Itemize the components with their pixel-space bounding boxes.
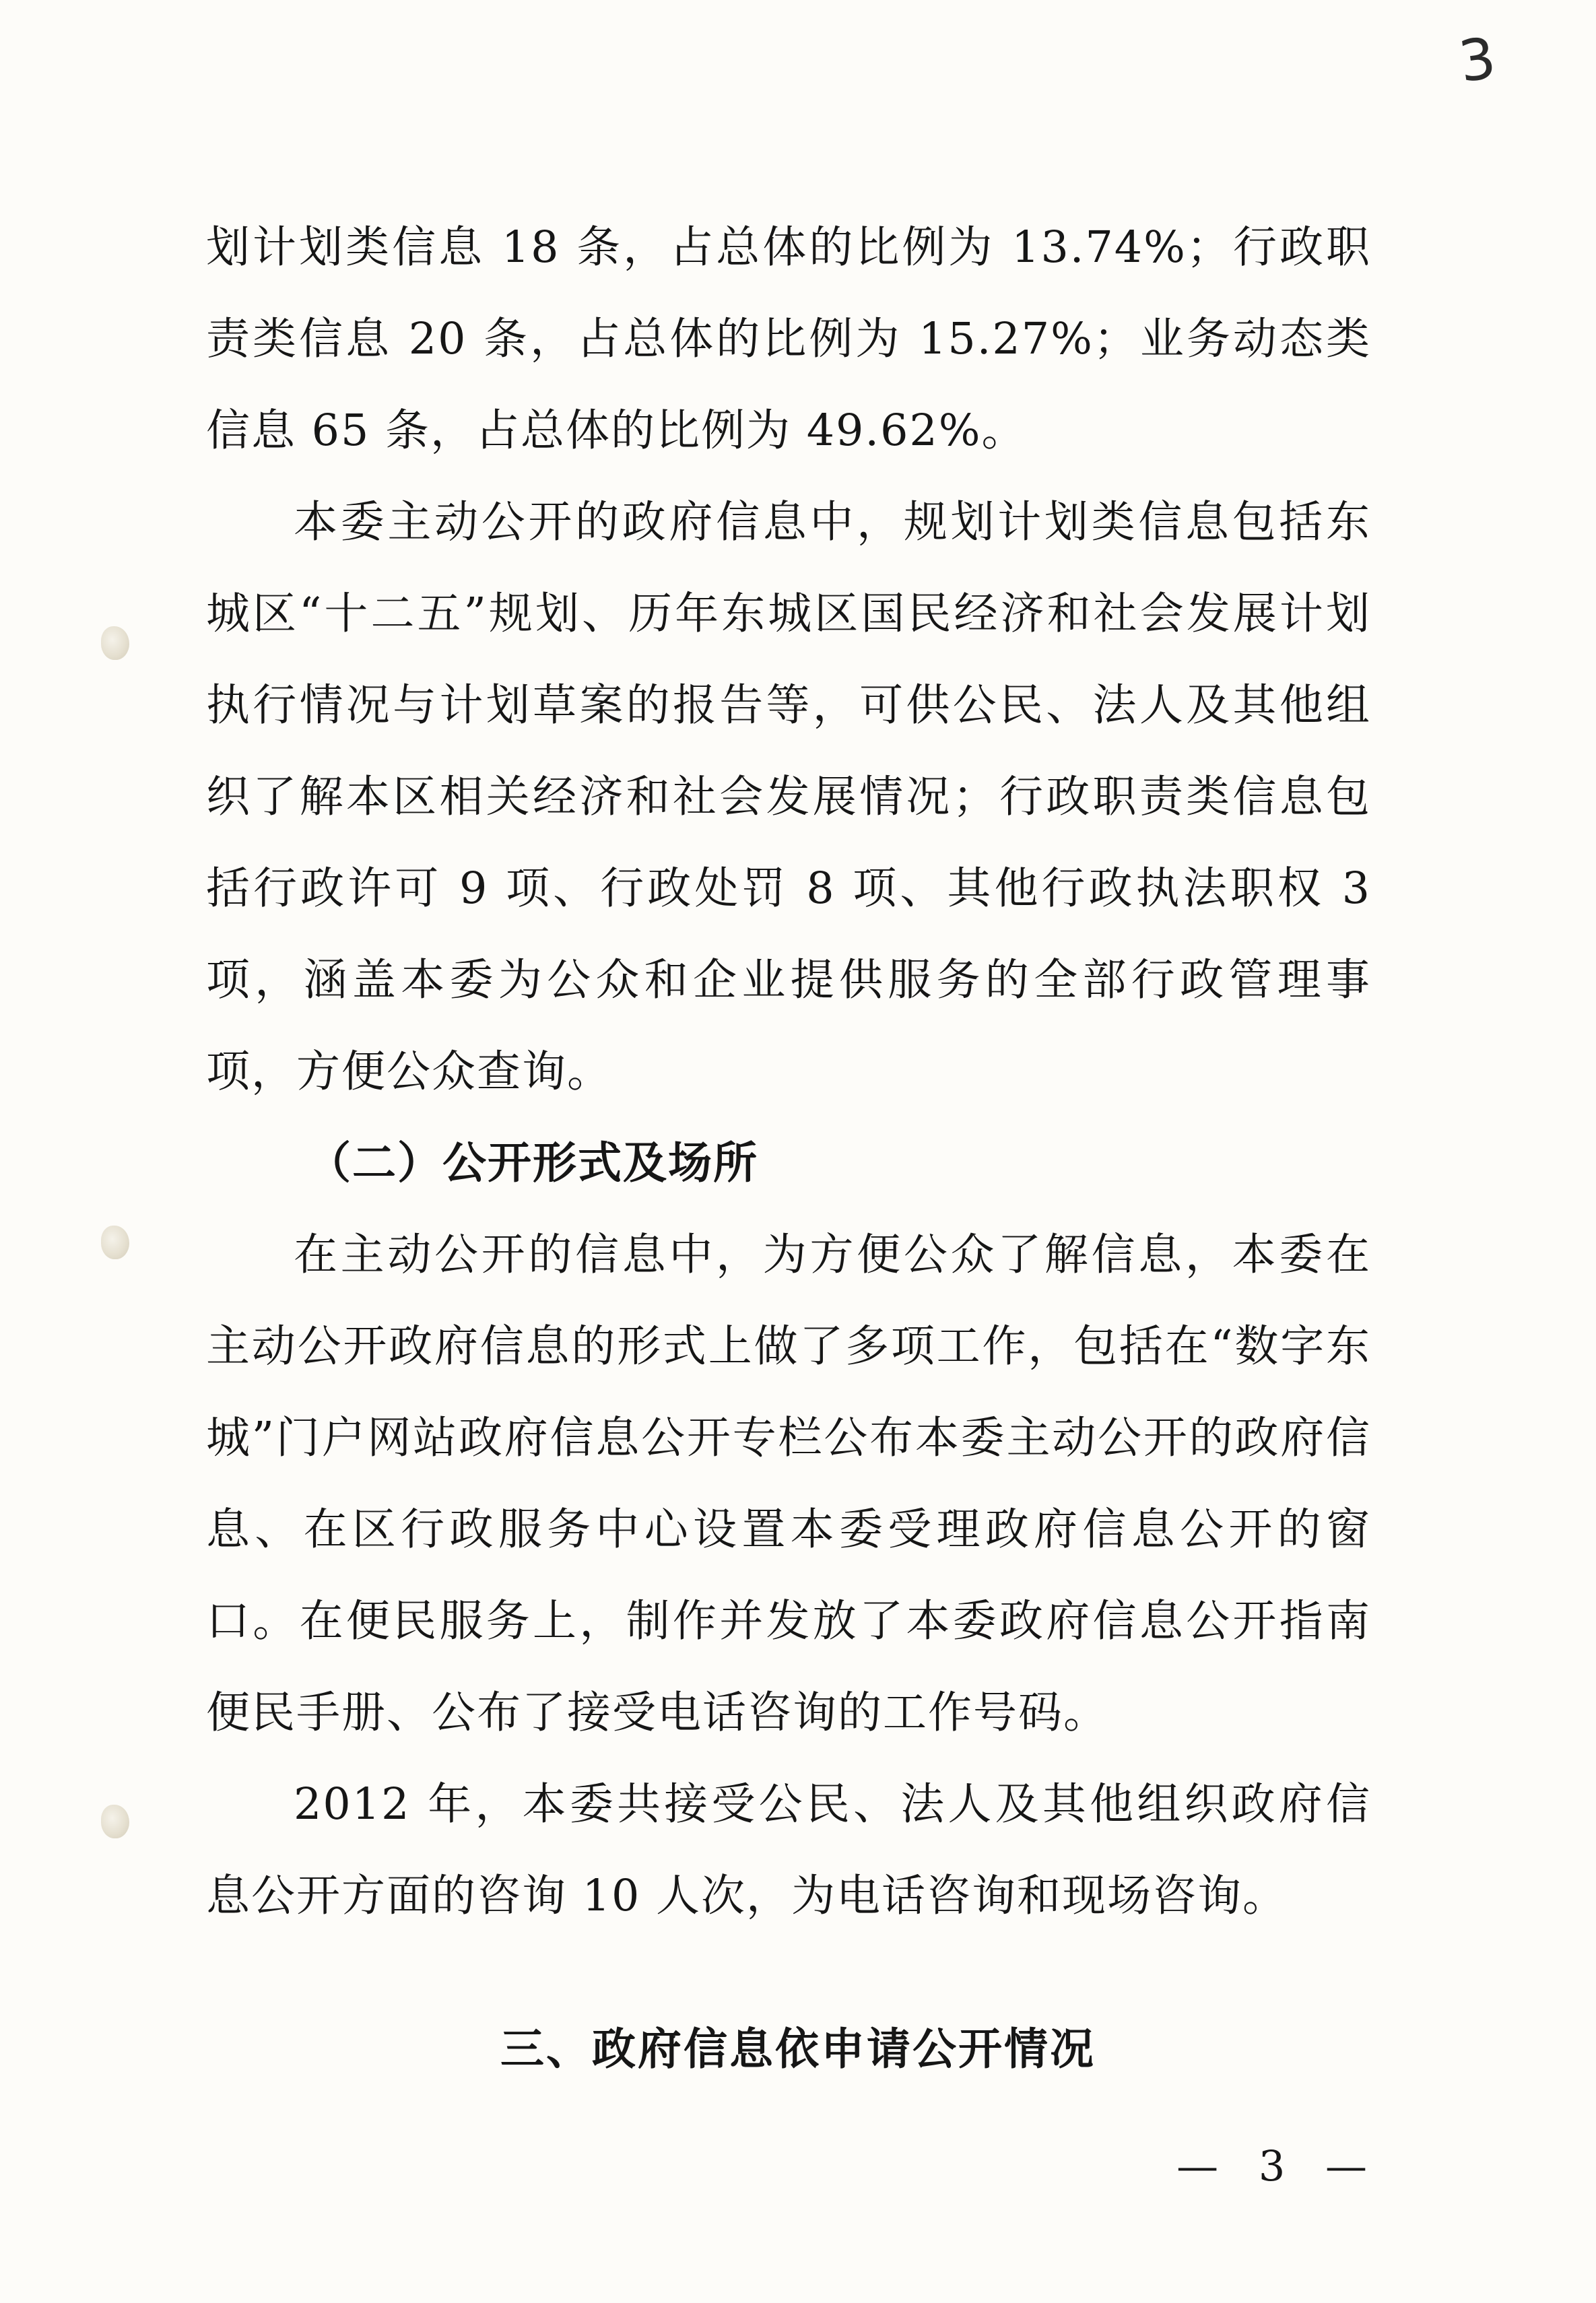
handwritten-page-mark: 3: [1454, 24, 1500, 96]
paragraph-disclosure-forms: 在主动公开的信息中，为方便公众了解信息，本委在主动公开政府信息的形式上做了多项工作，包括在“数字东城”门户网站政府信息公开专栏公布本委主动公开的政府信息、在区行政服务中心设置本委受理政府信息公开的窗口。在便民服务上，制作并发放了本委政府信息公开指南便民手册、公布了接受电话咨询的工作号码。: [206, 1230, 1371, 1738]
body-text: [206, 202, 1371, 1942]
paragraph-planning-info: 本委主动公开的政府信息中，规划计划类信息包括东城区“十二五”规划、历年东城区国民经济和社会发展计划执行情况与计划草案的报告等，可供公民、法人及其他组织了解本区相关经济和社会发展情况；行政职责类信息包括行政许可 9 项、行政处罚 8 项、其他行政执法职权 3 项，涵盖本委为公众和企业提供服务的全部行政管理事项，方便公众查询。: [206, 497, 1371, 1097]
binding-hole-3: [101, 1805, 129, 1838]
section-title: 三、政府信息依申请公开情况: [500, 2024, 1096, 2075]
binding-hole-1: [101, 626, 129, 660]
binding-hole-2: [101, 1226, 129, 1259]
paragraph-consultation: 2012 年，本委共接受公民、法人及其他组织政府信息公开方面的咨询 10 人次，为电话咨询和现场咨询。: [206, 1779, 1371, 1921]
paragraph-continued: 划计划类信息 18 条，占总体的比例为 13.74%；行政职责类信息 20 条，占总体的比例为 15.27%；业务动态类信息 65 条，占总体的比例为 49.62%。: [206, 222, 1371, 456]
subheading-disclosure-forms: （二）公开形式及场所: [307, 1138, 759, 1189]
page-number: — 3 —: [1176, 2141, 1381, 2191]
